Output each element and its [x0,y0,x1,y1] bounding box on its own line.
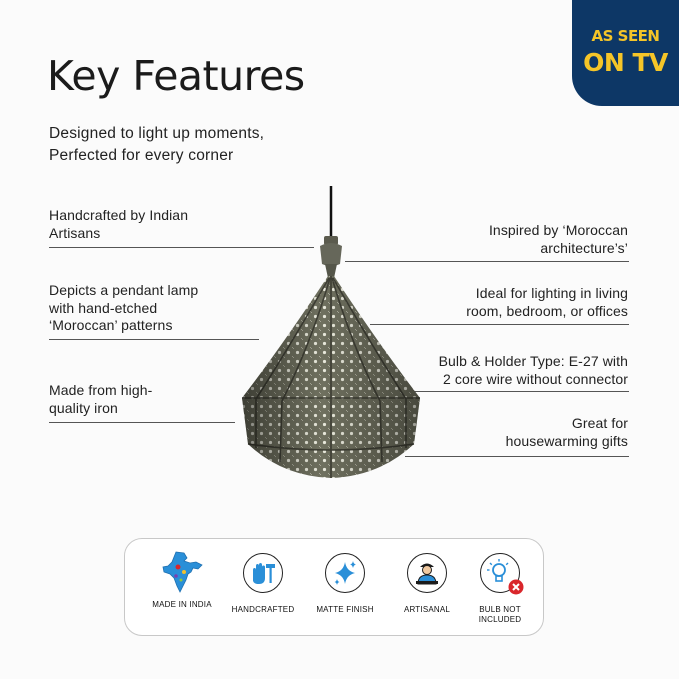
feature-icon-bar [124,538,544,636]
icon-label-line: MADE IN INDIA [152,600,212,609]
feature-text-line: Great for [571,415,628,431]
sparkle-icon [325,553,365,593]
icon-item-made-in-india [142,553,222,610]
feature-text-line: 2 core wire without connector [443,370,628,387]
feature-pendant-lamp [49,282,249,335]
feature-rule [49,339,259,340]
feature-text-line: Bulb & Holder Type: E-27 with [438,353,628,369]
icon-label-line: INCLUDED [478,614,522,624]
icon-item-matte-finish [305,553,385,615]
badge-line-2: ON TV [583,48,668,77]
moroccan-pendant-lamp-image [230,186,430,486]
icon-item-handcrafted [223,553,303,615]
icon-label-line: HANDCRAFTED [231,605,295,614]
icon-label-line: ARTISANAL [403,605,451,614]
feature-rule [49,422,235,423]
feature-bulb-holder [398,353,628,388]
icon-item-artisanal [387,553,467,615]
feature-text-line: Handcrafted by Indian [49,207,189,223]
feature-rule [405,456,629,457]
feature-text-line: room, bedroom, or offices [466,302,628,319]
feature-text-line: ‘Moroccan’ patterns [49,317,173,333]
badge-line-1: AS SEEN [591,27,660,45]
feature-text-line: with hand-etched [49,299,158,316]
india-map-icon [160,550,204,594]
feature-moroccan-inspired [398,222,628,257]
feature-text-line: Made from high- [49,382,153,398]
icon-label-line: BULB NOT [479,605,521,614]
feature-ideal-lighting [398,285,628,320]
feature-gifts [398,415,628,450]
icon-label-line: MATTE FINISH [316,605,374,614]
page-subtitle [49,123,379,167]
feature-text-line: architecture’s’ [540,239,628,256]
bulb-not-included-icon [480,553,520,593]
feature-rule [395,391,629,392]
feature-text-line: quality iron [49,399,118,416]
subtitle-line-1: Designed to light up moments, [49,125,265,142]
as-seen-on-tv-badge [572,0,679,106]
feature-text-line: Ideal for lighting in living [475,285,628,301]
subtitle-line-2: Perfected for every corner [49,147,234,164]
feature-iron [49,382,249,417]
cross-icon [508,579,524,595]
hand-hammer-icon [243,553,283,593]
feature-text-line: Depicts a pendant lamp [49,282,199,298]
feature-handcrafted [49,207,249,242]
feature-text-line: Artisans [49,224,101,241]
feature-text-line: Inspired by ‘Moroccan [488,222,628,238]
icon-item-bulb-not-included [460,553,540,624]
feature-text-line: housewarming gifts [505,432,628,449]
page-title: Key Features [47,52,305,100]
artisan-icon [407,553,447,593]
